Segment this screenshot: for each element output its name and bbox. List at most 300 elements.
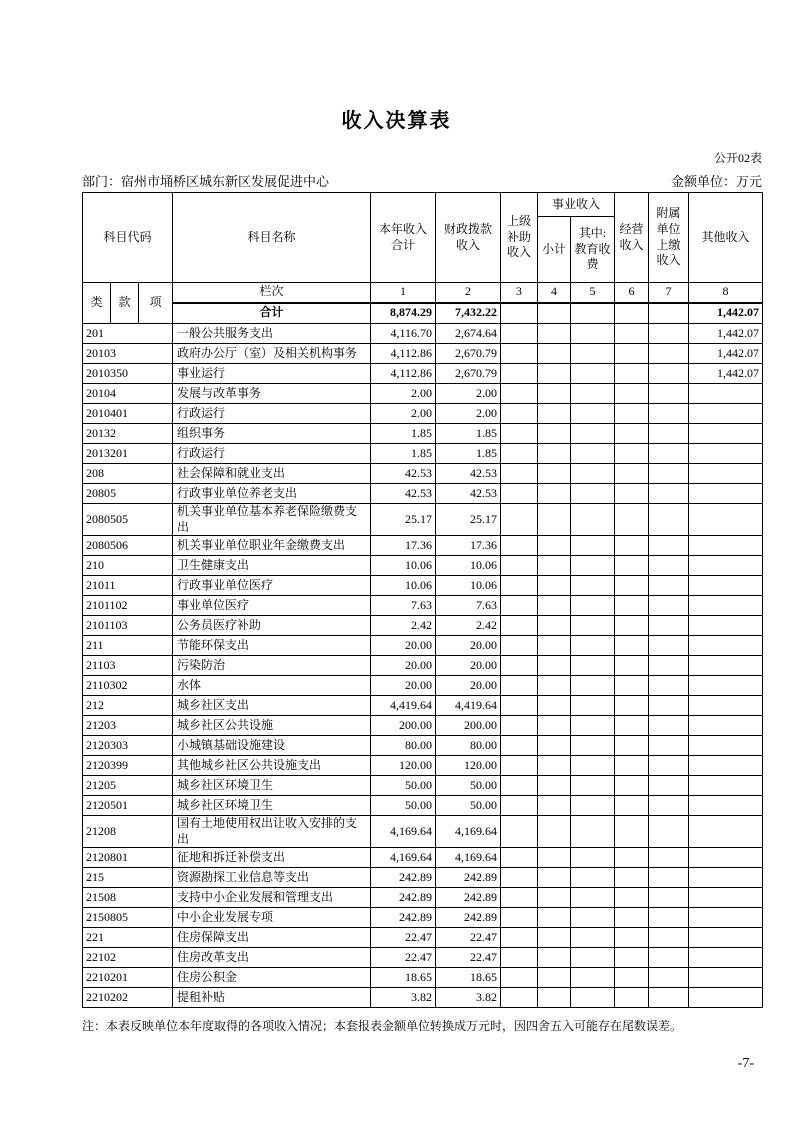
value-cell-col2: 10.06: [436, 556, 501, 576]
table-row: [83, 504, 763, 536]
value-cell-col6: [615, 504, 649, 536]
value-cell-col8: [689, 968, 763, 988]
subject-code-cell: 20104: [83, 384, 173, 404]
value-cell-col1: 7.63: [371, 596, 436, 616]
subject-code-cell: 2101103: [83, 616, 173, 636]
value-cell-col6: [615, 556, 649, 576]
header-col-class: 类: [83, 283, 111, 324]
value-cell-col1: 2.42: [371, 616, 436, 636]
value-cell-col5: [571, 968, 615, 988]
value-cell-col8: [689, 696, 763, 716]
column-number-3: 3: [501, 283, 538, 303]
subject-code-cell: 221: [83, 928, 173, 948]
value-cell-col1: 10.06: [371, 556, 436, 576]
value-cell-col8: [689, 928, 763, 948]
value-cell-col6: [615, 424, 649, 444]
value-cell-col6: [615, 816, 649, 848]
value-cell-col5: [571, 596, 615, 616]
column-number-1: 1: [371, 283, 436, 303]
value-cell-col3: [501, 676, 538, 696]
table-row: [83, 464, 763, 484]
table-row: [83, 596, 763, 616]
value-cell-col5: [571, 556, 615, 576]
value-cell-col2: 50.00: [436, 776, 501, 796]
value-cell-col5: [571, 716, 615, 736]
subject-name-cell: 发展与改革事务: [173, 384, 371, 404]
value-cell-col5: [571, 908, 615, 928]
value-cell-col5: [571, 656, 615, 676]
value-cell-col6: [615, 444, 649, 464]
value-cell-col6: [615, 656, 649, 676]
value-cell-col7: [649, 796, 689, 816]
value-cell-col4: [538, 928, 571, 948]
value-cell-col2: 25.17: [436, 504, 501, 536]
value-cell-col4: [538, 908, 571, 928]
value-cell-col7: [649, 736, 689, 756]
table-row: [83, 404, 763, 424]
value-cell-col4: [538, 796, 571, 816]
value-cell-col1: 4,169.64: [371, 848, 436, 868]
value-cell-col6: [615, 536, 649, 556]
value-cell-col7: [649, 816, 689, 848]
column-number-2: 2: [436, 283, 501, 303]
table-row: [83, 384, 763, 404]
table-row: [83, 908, 763, 928]
value-cell-col7: [649, 868, 689, 888]
value-cell-col4: [538, 968, 571, 988]
value-cell-col5: [571, 848, 615, 868]
table-row: [83, 888, 763, 908]
value-cell-col6: [615, 384, 649, 404]
header-subject-code: 科目代码: [83, 193, 173, 283]
value-cell-col4: [538, 776, 571, 796]
value-cell-col2: 42.53: [436, 484, 501, 504]
table-row: [83, 444, 763, 464]
table-row: [83, 928, 763, 948]
value-cell-col8: [689, 596, 763, 616]
subject-name-cell: 机关事业单位职业年金缴费支出: [173, 536, 371, 556]
subject-code-cell: 2080505: [83, 504, 173, 536]
value-cell-col3: [501, 384, 538, 404]
value-cell-col8: [689, 536, 763, 556]
value-cell-col2: 4,419.64: [436, 696, 501, 716]
subject-name-cell: 提租补贴: [173, 988, 371, 1008]
value-cell-col1: 242.89: [371, 908, 436, 928]
value-cell-col4: [538, 576, 571, 596]
value-cell-col5: [571, 444, 615, 464]
total-value-col4: [538, 303, 571, 324]
total-value-col8: 1,442.07: [689, 303, 763, 324]
value-cell-col5: [571, 928, 615, 948]
value-cell-col4: [538, 464, 571, 484]
value-cell-col4: [538, 736, 571, 756]
subject-code-cell: 2210202: [83, 988, 173, 1008]
value-cell-col7: [649, 484, 689, 504]
value-cell-col2: 242.89: [436, 888, 501, 908]
subject-name-cell: 行政运行: [173, 404, 371, 424]
value-cell-col8: [689, 736, 763, 756]
value-cell-col8: 1,442.07: [689, 364, 763, 384]
value-cell-col1: 42.53: [371, 484, 436, 504]
header-fiscal-appropriation: 财政拨款收入: [436, 193, 501, 283]
value-cell-col6: [615, 928, 649, 948]
value-cell-col6: [615, 736, 649, 756]
value-cell-col7: [649, 576, 689, 596]
table-row: [83, 536, 763, 556]
value-cell-col7: [649, 776, 689, 796]
value-cell-col3: [501, 868, 538, 888]
value-cell-col1: 22.47: [371, 948, 436, 968]
value-cell-col7: [649, 364, 689, 384]
value-cell-col1: 242.89: [371, 868, 436, 888]
subject-name-cell: 社会保障和就业支出: [173, 464, 371, 484]
value-cell-col8: [689, 776, 763, 796]
value-cell-col1: 1.85: [371, 444, 436, 464]
subject-code-cell: 21208: [83, 816, 173, 848]
header-other-income: 其他收入: [689, 193, 763, 283]
value-cell-col8: [689, 576, 763, 596]
value-cell-col8: 1,442.07: [689, 324, 763, 344]
value-cell-col8: [689, 384, 763, 404]
value-cell-col3: [501, 536, 538, 556]
value-cell-col4: [538, 424, 571, 444]
subject-name-cell: 行政事业单位养老支出: [173, 484, 371, 504]
value-cell-col3: [501, 908, 538, 928]
value-cell-col5: [571, 424, 615, 444]
table-row: [83, 736, 763, 756]
subject-code-cell: 211: [83, 636, 173, 656]
page-title: 收入决算表: [341, 110, 452, 132]
value-cell-col7: [649, 384, 689, 404]
value-cell-col3: [501, 948, 538, 968]
value-cell-col3: [501, 848, 538, 868]
subject-code-cell: 2120801: [83, 848, 173, 868]
total-value-col6: [615, 303, 649, 324]
table-row: [83, 364, 763, 384]
subject-name-cell: 行政事业单位医疗: [173, 576, 371, 596]
subject-code-cell: 20132: [83, 424, 173, 444]
value-cell-col7: [649, 948, 689, 968]
value-cell-col8: [689, 504, 763, 536]
value-cell-col1: 4,419.64: [371, 696, 436, 716]
value-cell-col3: [501, 696, 538, 716]
subject-code-cell: 2210201: [83, 968, 173, 988]
value-cell-col2: 2,670.79: [436, 344, 501, 364]
value-cell-col7: [649, 324, 689, 344]
total-value-col7: [649, 303, 689, 324]
value-cell-col6: [615, 596, 649, 616]
value-cell-col2: 1.85: [436, 424, 501, 444]
value-cell-col2: 2.00: [436, 384, 501, 404]
value-cell-col4: [538, 756, 571, 776]
value-cell-col8: [689, 816, 763, 848]
value-cell-col6: [615, 968, 649, 988]
subject-code-cell: 2120399: [83, 756, 173, 776]
subject-code-cell: 22102: [83, 948, 173, 968]
table-row: [83, 816, 763, 848]
value-cell-col3: [501, 756, 538, 776]
table-row: [83, 636, 763, 656]
value-cell-col3: [501, 776, 538, 796]
value-cell-col8: [689, 848, 763, 868]
value-cell-col3: [501, 504, 538, 536]
value-cell-col5: [571, 988, 615, 1008]
table-row: [83, 324, 763, 344]
subject-code-cell: 2150805: [83, 908, 173, 928]
value-cell-col7: [649, 424, 689, 444]
column-number-5: 5: [571, 283, 615, 303]
value-cell-col2: 22.47: [436, 928, 501, 948]
value-cell-col5: [571, 816, 615, 848]
value-cell-col7: [649, 464, 689, 484]
total-row: [83, 303, 763, 324]
value-cell-col6: [615, 716, 649, 736]
value-cell-col8: [689, 636, 763, 656]
subject-code-cell: 21203: [83, 716, 173, 736]
table-label: 公开02表: [713, 151, 762, 165]
value-cell-col1: 242.89: [371, 888, 436, 908]
subject-name-cell: 城乡社区支出: [173, 696, 371, 716]
value-cell-col4: [538, 504, 571, 536]
value-cell-col8: [689, 868, 763, 888]
unit-label: 金额单位：万元: [670, 174, 762, 189]
value-cell-col1: 50.00: [371, 796, 436, 816]
value-cell-col2: 18.65: [436, 968, 501, 988]
table-row: [83, 796, 763, 816]
value-cell-col6: [615, 888, 649, 908]
subject-code-cell: 2010401: [83, 404, 173, 424]
value-cell-col5: [571, 536, 615, 556]
header-operating-income: 经营收入: [615, 193, 649, 283]
subject-name-cell: 支持中小企业发展和管理支出: [173, 888, 371, 908]
column-number-8: 8: [689, 283, 763, 303]
subject-code-cell: 2010350: [83, 364, 173, 384]
value-cell-col7: [649, 696, 689, 716]
value-cell-col7: [649, 676, 689, 696]
value-cell-col1: 20.00: [371, 636, 436, 656]
value-cell-col4: [538, 816, 571, 848]
table-row: [83, 576, 763, 596]
value-cell-col5: [571, 636, 615, 656]
value-cell-col5: [571, 384, 615, 404]
value-cell-col7: [649, 404, 689, 424]
value-cell-col2: 10.06: [436, 576, 501, 596]
subject-name-cell: 城乡社区环境卫生: [173, 776, 371, 796]
value-cell-col5: [571, 868, 615, 888]
table-row: [83, 696, 763, 716]
subject-name-cell: 卫生健康支出: [173, 556, 371, 576]
value-cell-col5: [571, 324, 615, 344]
value-cell-col3: [501, 928, 538, 948]
value-cell-col3: [501, 888, 538, 908]
subject-code-cell: 2013201: [83, 444, 173, 464]
value-cell-col1: 3.82: [371, 988, 436, 1008]
value-cell-col2: 2.00: [436, 404, 501, 424]
value-cell-col5: [571, 676, 615, 696]
value-cell-col8: [689, 676, 763, 696]
value-cell-col4: [538, 536, 571, 556]
value-cell-col1: 4,112.86: [371, 344, 436, 364]
value-cell-col1: 18.65: [371, 968, 436, 988]
table-body: [83, 324, 763, 1008]
value-cell-col1: 10.06: [371, 576, 436, 596]
table-row: [83, 424, 763, 444]
column-number-6: 6: [615, 283, 649, 303]
value-cell-col1: 200.00: [371, 716, 436, 736]
value-cell-col4: [538, 364, 571, 384]
subject-name-cell: 小城镇基础设施建设: [173, 736, 371, 756]
subject-name-cell: 公务员医疗补助: [173, 616, 371, 636]
value-cell-col3: [501, 404, 538, 424]
subject-code-cell: 20805: [83, 484, 173, 504]
value-cell-col3: [501, 424, 538, 444]
value-cell-col4: [538, 848, 571, 868]
subject-name-cell: 行政运行: [173, 444, 371, 464]
value-cell-col8: [689, 888, 763, 908]
content-area: [82, 149, 762, 1072]
value-cell-col8: [689, 484, 763, 504]
table-row: [83, 948, 763, 968]
value-cell-col4: [538, 696, 571, 716]
value-cell-col8: [689, 464, 763, 484]
header-affiliated-remit: 附属单位上缴收入: [649, 193, 689, 283]
total-value-col1: 8,874.29: [371, 303, 436, 324]
subject-code-cell: 21103: [83, 656, 173, 676]
subject-code-cell: 210: [83, 556, 173, 576]
value-cell-col5: [571, 616, 615, 636]
subject-code-cell: 212: [83, 696, 173, 716]
value-cell-col7: [649, 636, 689, 656]
note-text: 注：本表反映单位本年度取得的各项收入情况；本套报表金额单位转换成万元时，因四舍五入可能存在尾数误差。: [82, 1019, 683, 1034]
subject-name-cell: 事业运行: [173, 364, 371, 384]
value-cell-col2: 4,169.64: [436, 848, 501, 868]
table-row: [83, 656, 763, 676]
value-cell-col2: 200.00: [436, 716, 501, 736]
value-cell-col6: [615, 676, 649, 696]
header-lanci: 栏次: [173, 283, 371, 303]
subject-name-cell: 住房公积金: [173, 968, 371, 988]
value-cell-col6: [615, 464, 649, 484]
table-row: [83, 868, 763, 888]
value-cell-col5: [571, 364, 615, 384]
value-cell-col6: [615, 364, 649, 384]
total-value-col5: [571, 303, 615, 324]
value-cell-col3: [501, 616, 538, 636]
value-cell-col6: [615, 404, 649, 424]
subject-code-cell: 208: [83, 464, 173, 484]
value-cell-col2: 2.42: [436, 616, 501, 636]
value-cell-col5: [571, 484, 615, 504]
value-cell-col8: [689, 988, 763, 1008]
value-cell-col3: [501, 444, 538, 464]
value-cell-col6: [615, 324, 649, 344]
header-col-section: 款: [111, 283, 139, 324]
subject-name-cell: 住房保障支出: [173, 928, 371, 948]
value-cell-col4: [538, 556, 571, 576]
value-cell-col1: 1.85: [371, 424, 436, 444]
table-row: [83, 776, 763, 796]
table-row: [83, 756, 763, 776]
value-cell-col3: [501, 988, 538, 1008]
value-cell-col3: [501, 556, 538, 576]
value-cell-col3: [501, 576, 538, 596]
value-cell-col4: [538, 636, 571, 656]
table-row: [83, 716, 763, 736]
value-cell-col2: 20.00: [436, 636, 501, 656]
table-row: [83, 484, 763, 504]
revenue-table: [82, 192, 763, 1008]
table-row: [83, 556, 763, 576]
value-cell-col3: [501, 736, 538, 756]
value-cell-col1: 22.47: [371, 928, 436, 948]
value-cell-col6: [615, 484, 649, 504]
value-cell-col4: [538, 324, 571, 344]
value-cell-col3: [501, 596, 538, 616]
subject-name-cell: 节能环保支出: [173, 636, 371, 656]
subject-name-cell: 政府办公厅（室）及相关机构事务: [173, 344, 371, 364]
value-cell-col8: [689, 948, 763, 968]
subject-name-cell: 水体: [173, 676, 371, 696]
value-cell-col4: [538, 344, 571, 364]
subject-name-cell: 资源勘探工业信息等支出: [173, 868, 371, 888]
value-cell-col8: 1,442.07: [689, 344, 763, 364]
value-cell-col5: [571, 736, 615, 756]
value-cell-col1: 4,169.64: [371, 816, 436, 848]
subject-name-cell: 组织事务: [173, 424, 371, 444]
value-cell-col7: [649, 968, 689, 988]
value-cell-col4: [538, 656, 571, 676]
value-cell-col1: 42.53: [371, 464, 436, 484]
value-cell-col7: [649, 908, 689, 928]
value-cell-col6: [615, 344, 649, 364]
header-annual-total: 本年收入合计: [371, 193, 436, 283]
value-cell-col8: [689, 756, 763, 776]
value-cell-col5: [571, 948, 615, 968]
value-cell-col3: [501, 716, 538, 736]
value-cell-col7: [649, 888, 689, 908]
value-cell-col6: [615, 696, 649, 716]
value-cell-col7: [649, 848, 689, 868]
value-cell-col6: [615, 756, 649, 776]
department-label: 部门：宿州市埇桥区城东新区发展促进中心: [82, 174, 330, 189]
value-cell-col7: [649, 988, 689, 1008]
table-row: [83, 676, 763, 696]
value-cell-col5: [571, 776, 615, 796]
value-cell-col8: [689, 796, 763, 816]
table-row: [83, 968, 763, 988]
subject-name-cell: 国有土地使用权出让收入安排的支出: [173, 816, 371, 848]
value-cell-col3: [501, 656, 538, 676]
subject-name-cell: 城乡社区公共设施: [173, 716, 371, 736]
value-cell-col1: 80.00: [371, 736, 436, 756]
page-number: -7-: [737, 1056, 754, 1072]
value-cell-col6: [615, 868, 649, 888]
total-label: 合计: [173, 303, 371, 324]
value-cell-col7: [649, 656, 689, 676]
value-cell-col1: 2.00: [371, 384, 436, 404]
value-cell-col4: [538, 868, 571, 888]
value-cell-col4: [538, 484, 571, 504]
value-cell-col3: [501, 636, 538, 656]
meta-row: [82, 171, 762, 190]
value-cell-col3: [501, 364, 538, 384]
value-cell-col1: 20.00: [371, 676, 436, 696]
value-cell-col7: [649, 344, 689, 364]
value-cell-col6: [615, 796, 649, 816]
value-cell-col6: [615, 988, 649, 1008]
value-cell-col5: [571, 796, 615, 816]
value-cell-col8: [689, 556, 763, 576]
